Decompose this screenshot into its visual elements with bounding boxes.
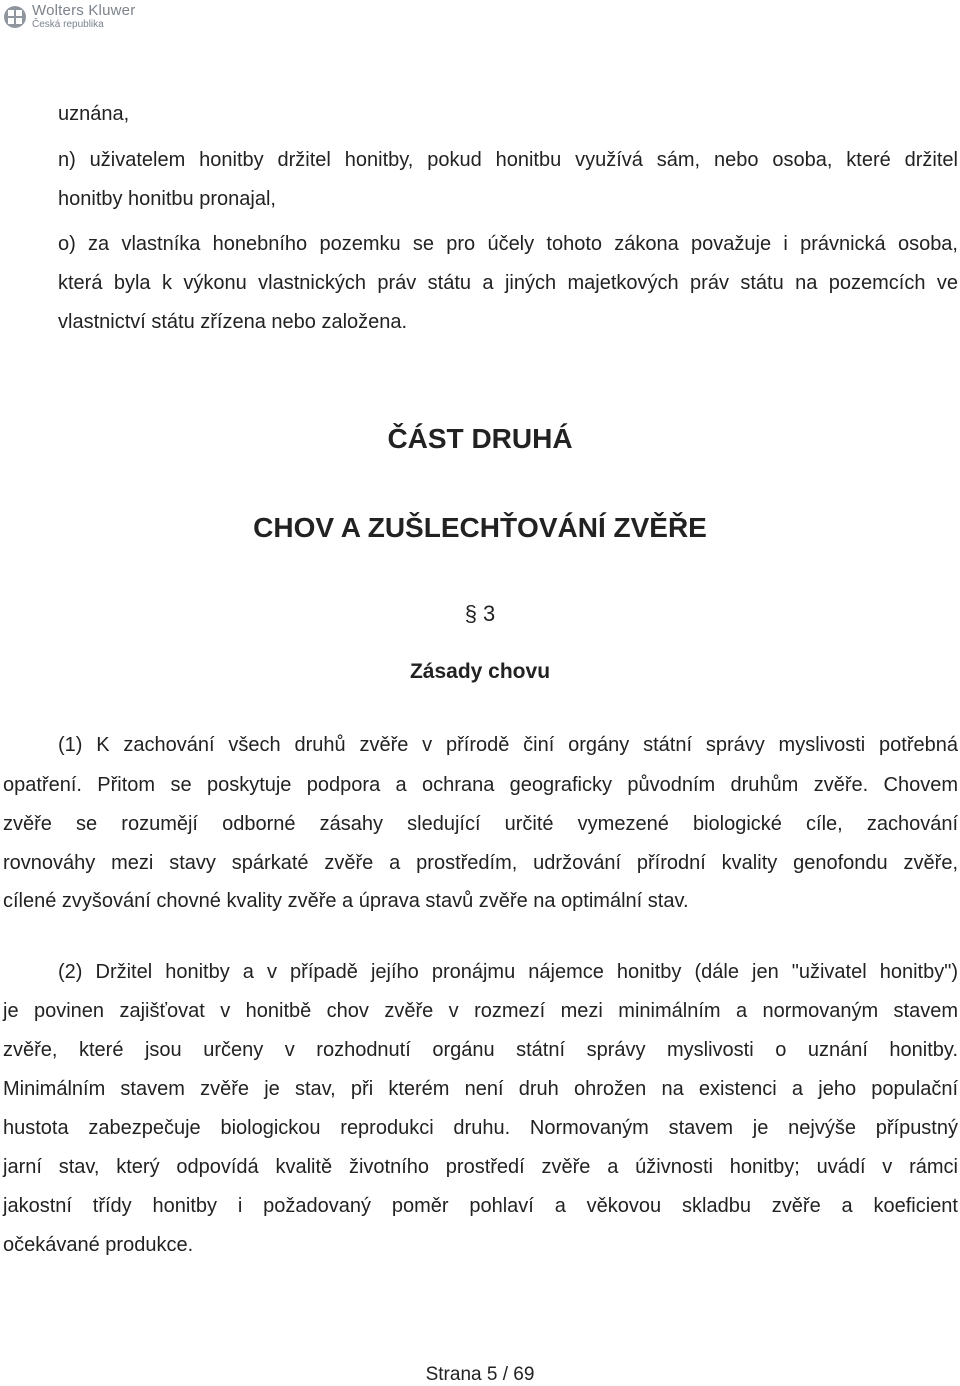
paragraph1-line: cílené zvyšování chovné kvality zvěře a úprava stavů zvěře na optimální stav. (3, 890, 689, 912)
paragraph1-line: rovnováhy mezi stavy spárkaté zvěře a prostředím, udržování přírodní kvality genofondu zvěře, (3, 852, 958, 874)
paragraph1-line: zvěře se rozumějí odborné zásahy sledující určité vymezené biologické cíle, zachování (3, 813, 958, 835)
part-heading: ČÁST DRUHÁ (387, 423, 573, 454)
intro-line: o) za vlastníka honebního pozemku se pro účely tohoto zákona považuje i právnická osoba, (58, 233, 958, 255)
part-title: CHOV A ZUŠLECHŤOVÁNÍ ZVĚŘE (253, 512, 707, 543)
logo-brand: Wolters Kluwer (32, 2, 136, 19)
section-number: § 3 (464, 601, 496, 626)
paragraph1-line: (1) K zachování všech druhů zvěře v přírodě činí orgány státní správy myslivosti potřebná (58, 734, 958, 756)
paragraph1-line: opatření. Přitom se poskytuje podpora a ochrana geograficky původním druhům zvěře. Chovem (3, 774, 958, 796)
wolters-kluwer-logo-icon (4, 6, 26, 28)
logo-subbrand: Česká republika (32, 19, 104, 30)
paragraph2-line: očekávané produkce. (3, 1234, 194, 1256)
intro-line: která byla k výkonu vlastnických práv státu a jiných majetkových práv státu na pozemcích ve (58, 272, 958, 294)
paragraph2-line: jakostní třídy honitby i požadovaný poměr pohlaví a věkovou skladbu zvěře a koeficient (3, 1195, 958, 1217)
intro-line: vlastnictví státu zřízena nebo založena. (58, 311, 408, 333)
paragraph2-line: jarní stav, který odpovídá kvalitě životního prostředí zvěře a úživnosti honitby; uvádí v rámci (3, 1156, 958, 1178)
page-number: Strana 5 / 69 (425, 1364, 535, 1385)
section-title: Zásady chovu (409, 660, 551, 683)
publisher-logo (4, 3, 135, 30)
intro-line: n) uživatelem honitby držitel honitby, pokud honitbu využívá sám, nebo osoba, které držitel (58, 149, 958, 171)
paragraph2-line: (2) Držitel honitby a v případě jejího pronájmu nájemce honitby (dále jen "uživatel honitby") (58, 961, 958, 983)
paragraph2-line: Minimálním stavem zvěře je stav, při kterém není druh ohrožen na existenci a jeho populační (3, 1078, 958, 1100)
paragraph2-line: je povinen zajišťovat v honitbě chov zvěře v rozmezí mezi minimálním a normovaným stavem (3, 1000, 958, 1022)
logo-text (32, 3, 135, 30)
paragraph2-line: zvěře, které jsou určeny v rozhodnutí orgánu státní správy myslivosti o uznání honitby. (3, 1039, 958, 1061)
intro-line: uznána, (58, 103, 130, 125)
paragraph2-line: hustota zabezpečuje biologickou reprodukci druhu. Normovaným stavem je nejvýše přípustný (3, 1117, 958, 1139)
intro-line: honitby honitbu pronajal, (58, 188, 276, 210)
